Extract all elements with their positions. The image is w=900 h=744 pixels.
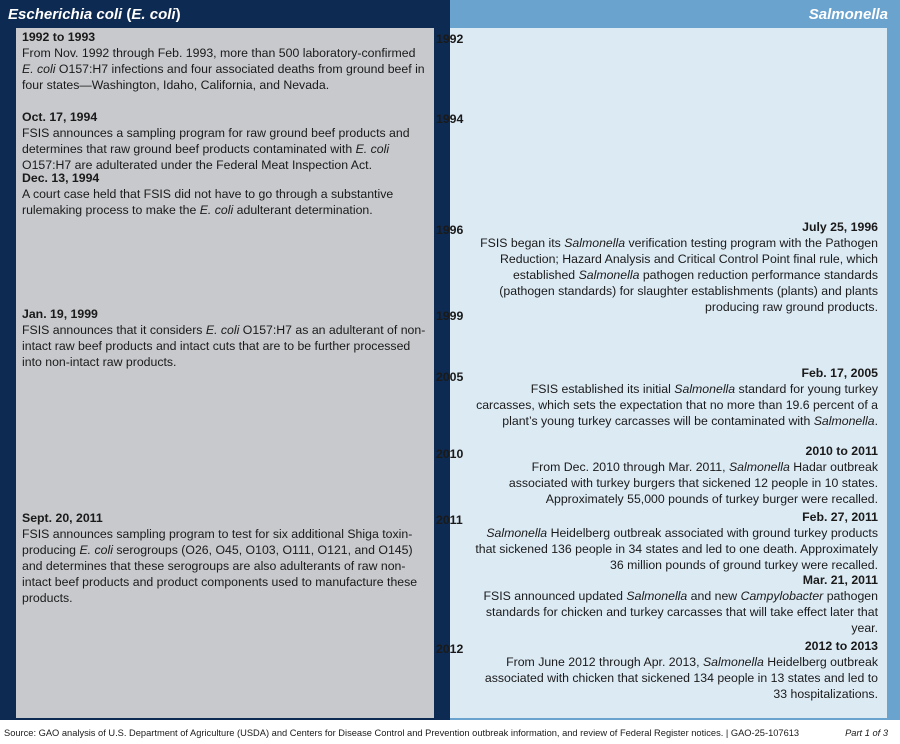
entry-text-part: Heidelberg outbreak associated with ground turkey products that sickened 136 people in 34 states and led to one death. Approximately 36 million pounds of ground turkey were recalled. [475, 526, 878, 572]
year-label: 1999 [436, 309, 464, 323]
salmonella-entry [473, 365, 878, 429]
entry-date: 1992 to 1993 [22, 30, 96, 44]
entry-text [22, 322, 427, 370]
ecoli-entry [22, 170, 427, 218]
entry-text [473, 381, 878, 429]
entry-text-italic: E. coli [355, 142, 390, 156]
source-note: Source: GAO analysis of U.S. Department of Agriculture (USDA) and Centers for Disease Control and Prevention outbreak information, and review of Federal Register notices. | GAO-25-107613 [4, 728, 800, 738]
entry-text-part: From Dec. 2010 through Mar. 2011, [531, 460, 729, 474]
entry-text-italic: E. coli [199, 203, 234, 217]
salmonella-column-header: Salmonella [808, 6, 888, 23]
entry-text-italic: Salmonella [486, 526, 548, 540]
entry-date: Jan. 19, 1999 [22, 307, 98, 321]
salmonella-entry [473, 638, 878, 702]
ecoli-header-open: ( [122, 6, 132, 23]
entry-date: 2012 to 2013 [804, 639, 878, 653]
year-label: 2010 [436, 447, 464, 461]
entry-date: Dec. 13, 1994 [22, 171, 100, 185]
entry-text-italic: E. coli [205, 323, 240, 337]
entry-text-part: adulterant determination. [233, 203, 373, 217]
ecoli-entry [22, 510, 427, 606]
entry-text-part: A court case held that FSIS did not have to go through a substantive rulemaking process to make the [22, 187, 394, 217]
entry-text-italic: Salmonella [578, 268, 640, 282]
ecoli-entry [22, 29, 427, 93]
entry-text [473, 235, 878, 315]
ecoli-entry [22, 109, 427, 173]
entry-text-part: FSIS announced updated [483, 589, 627, 603]
entry-text [22, 45, 427, 93]
entry-text-part: From June 2012 through Apr. 2013, [506, 655, 703, 669]
entry-text [22, 526, 427, 606]
salmonella-entry [473, 509, 878, 573]
entry-date: July 25, 1996 [802, 220, 878, 234]
entry-text-italic: E. coli [79, 543, 113, 557]
entry-text-italic: Campylobacter [740, 589, 824, 603]
year-label: 2005 [436, 370, 464, 384]
entry-text-italic: Salmonella [702, 655, 764, 669]
entry-text-part: verification testing program with the Pathogen Reduction; Hazard Analysis and Critical Control Point final rule, which established [500, 236, 878, 282]
entry-text-italic: Salmonella [813, 414, 875, 428]
entry-text-part: standard for young turkey carcasses, which sets the expectation that no more than 19.6 percent of a plant’s young turkey carcasses will be contaminated with [476, 382, 878, 428]
salmonella-entry [473, 443, 878, 507]
salmonella-entry [473, 219, 878, 315]
entry-text-part: FSIS announces that it considers [22, 323, 206, 337]
entry-date: Feb. 27, 2011 [802, 510, 878, 524]
ecoli-entry [22, 306, 427, 370]
entry-text-italic: Salmonella [728, 460, 790, 474]
entry-date: Feb. 17, 2005 [801, 366, 878, 380]
entry-text-part: pathogen standards for chicken and turkey carcasses that will take effect later that year. [485, 589, 878, 635]
entry-text-part: Hadar outbreak associated with turkey burgers that sickened 12 people in 10 states. Approximately 55,000 pounds of turkey burger were recalled. [508, 460, 878, 506]
entry-text [22, 125, 427, 173]
entry-text [473, 459, 878, 507]
entry-text-part: pathogen reduction performance standards (pathogen standards) for slaughter establishments (plants) and plants producing raw ground products. [499, 268, 878, 314]
entry-text-italic: Salmonella [674, 382, 736, 396]
entry-date: Sept. 20, 2011 [22, 511, 103, 525]
entry-text-part: . [874, 414, 878, 428]
year-label: 1996 [436, 223, 464, 237]
year-label: 2012 [436, 642, 464, 656]
entry-text-italic: Salmonella [564, 236, 626, 250]
entry-text-part: FSIS announces sampling program to test for six additional Shiga toxin-producing [22, 527, 413, 557]
part-indicator: Part 1 of 3 [845, 728, 888, 738]
entry-text [22, 186, 427, 218]
year-label: 1994 [436, 112, 464, 126]
ecoli-header-name: Escherichia coli [8, 6, 123, 23]
entry-text-part: FSIS began its [480, 236, 565, 250]
entry-text [473, 588, 878, 636]
year-label: 1992 [436, 32, 464, 46]
entry-date: Oct. 17, 1994 [22, 110, 98, 124]
entry-text-part: serogroups (O26, O45, O103, O111, O121, and O145) and determines that these serogroups are also adulterants of raw non-intact beef products and product components used to manufacture these products. [22, 543, 418, 605]
entry-date: Mar. 21, 2011 [802, 573, 878, 587]
entry-text [473, 654, 878, 702]
year-label: 2011 [436, 513, 463, 527]
ecoli-column-header [8, 0, 181, 27]
entry-text-part: Heidelberg outbreak associated with chicken that sickened 134 people in 13 states and led to 33 hospitalizations. [484, 655, 878, 701]
ecoli-header-close: ) [175, 6, 181, 23]
entry-text-italic: E. coli [22, 62, 56, 76]
salmonella-entry [473, 572, 878, 636]
entry-text-part: O157:H7 as an adulterant of non-intact raw beef products and intact cuts that are to be further processed into non-intact raw products. [22, 323, 426, 369]
entry-text [473, 525, 878, 573]
entry-text-part: From Nov. 1992 through Feb. 1993, more than 500 laboratory-confirmed [22, 46, 416, 60]
entry-text-italic: Salmonella [626, 589, 688, 603]
entry-text-part: O157:H7 are adulterated under the Federal Meat Inspection Act. [22, 158, 372, 172]
entry-text-part: FSIS announces a sampling program for raw ground beef products and determines that raw ground beef products contaminated with [22, 126, 410, 156]
entry-text-part: and new [687, 589, 741, 603]
entry-text-part: O157:H7 infections and four associated deaths from ground beef in four states—Washington, Idaho, California, and Nevada. [22, 62, 425, 92]
entry-date: 2010 to 2011 [805, 444, 878, 458]
ecoli-header-abbr: E. coli [131, 6, 176, 23]
entry-text-part: FSIS established its initial [530, 382, 675, 396]
